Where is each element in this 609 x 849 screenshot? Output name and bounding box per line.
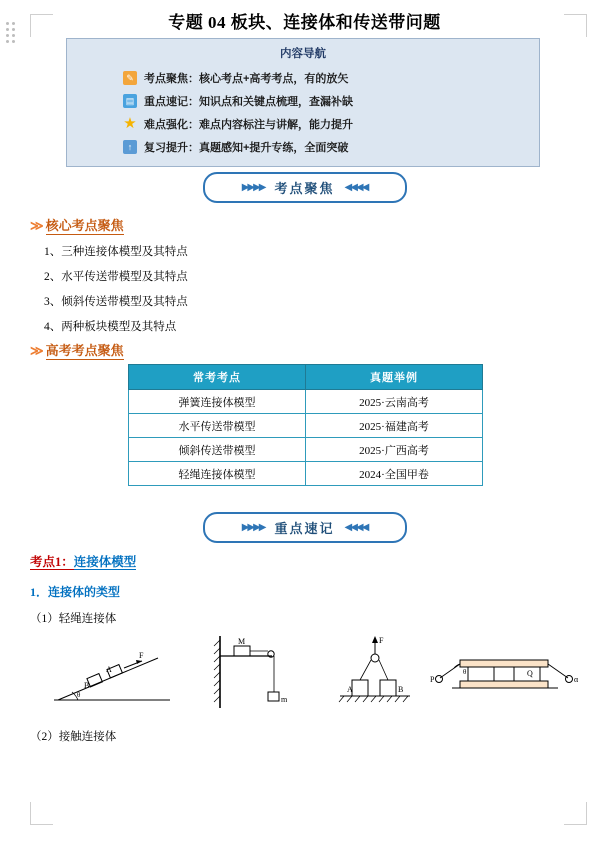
list-item: 1、三种连接体模型及其特点	[44, 246, 188, 258]
svg-text:θ: θ	[463, 668, 467, 676]
svg-text:B: B	[398, 685, 404, 694]
table-cell: 水平传送带模型	[129, 414, 306, 438]
document-icon: ✎	[123, 71, 137, 85]
svg-text:A: A	[347, 685, 353, 694]
table-cell: 倾斜传送带模型	[129, 438, 306, 462]
nav-box-title: 内容导航	[280, 48, 326, 60]
keypoint-label: 考点1：	[30, 555, 74, 569]
keypoint-item-2: （2）接触连接体	[30, 731, 117, 743]
level-up-icon: ↑	[123, 140, 137, 154]
svg-text:F: F	[379, 636, 384, 645]
nav-row-label: 重点速记：知识点和关键点梳理，查漏补缺	[144, 95, 353, 108]
figure-blocks-force	[330, 634, 420, 714]
page-bottom-spacer	[0, 818, 609, 819]
svg-text:α: α	[574, 675, 579, 684]
chevron-right-icon: ≫	[30, 218, 44, 233]
svg-text:Q: Q	[527, 669, 533, 678]
table-cell: 2025·云南高考	[306, 390, 483, 414]
list-item: 4、两种板块模型及其特点	[44, 321, 177, 333]
svg-text:F: F	[139, 651, 144, 660]
keypoint-item-1: （1）轻绳连接体	[30, 613, 117, 625]
keypoint-heading	[30, 552, 136, 570]
banner-zhongdian-suji	[203, 512, 407, 543]
nav-row	[67, 135, 539, 158]
svg-text:θ: θ	[77, 691, 81, 699]
list-item: 2、水平传送带模型及其特点	[44, 271, 188, 283]
figure-table-ropes	[430, 638, 580, 710]
banner-label: 重点速记	[274, 521, 335, 536]
table-header-cell: 真题举例	[306, 365, 483, 390]
table-row	[129, 462, 483, 486]
svg-text:m: m	[281, 695, 288, 704]
page-title: 专题 04 板块、连接体和传送带问题	[168, 13, 441, 32]
section-heading-core	[30, 215, 124, 234]
svg-text:B: B	[84, 681, 90, 690]
figure-incline-blocks	[50, 640, 180, 710]
exam-points-table	[128, 364, 483, 486]
banner-kaodian-jujiao	[203, 172, 407, 203]
table-cell: 2025·福建高考	[306, 414, 483, 438]
nav-row-label: 难点强化：难点内容标注与讲解，能力提升	[144, 118, 353, 131]
table-cell: 弹簧连接体模型	[129, 390, 306, 414]
table-cell: 轻绳连接体模型	[129, 462, 306, 486]
nav-row	[67, 89, 539, 112]
list-item: 3、倾斜传送带模型及其特点	[44, 296, 188, 308]
figure-pulley-wall	[210, 634, 305, 714]
nav-row	[67, 112, 539, 135]
book-icon: ▤	[123, 94, 137, 108]
section-heading-exam	[30, 340, 124, 359]
page-corner-mark	[30, 802, 53, 825]
figure-row	[30, 634, 579, 714]
table-header-row	[129, 365, 483, 390]
table-row	[129, 438, 483, 462]
right-arrows-icon: ◀◀◀◀	[344, 182, 368, 193]
page-corner-mark	[564, 802, 587, 825]
svg-text:A: A	[106, 665, 112, 674]
table-header-cell: 常考考点	[129, 365, 306, 390]
section-heading-text: 核心考点聚焦	[45, 218, 124, 233]
table-row	[129, 390, 483, 414]
left-arrows-icon: ▶▶▶▶	[241, 182, 265, 193]
nav-row-label: 复习提升：真题感知+提升专练，全面突破	[144, 141, 349, 154]
nav-row-label: 考点聚焦：核心考点+高考考点，有的放矢	[144, 72, 349, 85]
keypoint-title: 连接体模型	[73, 555, 137, 569]
svg-text:M: M	[238, 637, 246, 646]
left-arrows-icon: ▶▶▶▶	[241, 522, 265, 533]
right-arrows-icon: ◀◀◀◀	[344, 522, 368, 533]
nav-row	[67, 66, 539, 89]
svg-text:P: P	[430, 675, 435, 684]
banner-label: 考点聚焦	[274, 181, 335, 196]
star-icon: ★	[123, 114, 137, 132]
table-cell: 2024·全国甲卷	[306, 462, 483, 486]
chevron-right-icon: ≫	[30, 343, 44, 358]
table-row	[129, 414, 483, 438]
keypoint-subheading: 1．连接体的类型	[30, 585, 121, 599]
section-heading-text: 高考考点聚焦	[45, 343, 124, 358]
table-cell: 2025·广西高考	[306, 438, 483, 462]
content-navigation-box	[66, 38, 540, 167]
